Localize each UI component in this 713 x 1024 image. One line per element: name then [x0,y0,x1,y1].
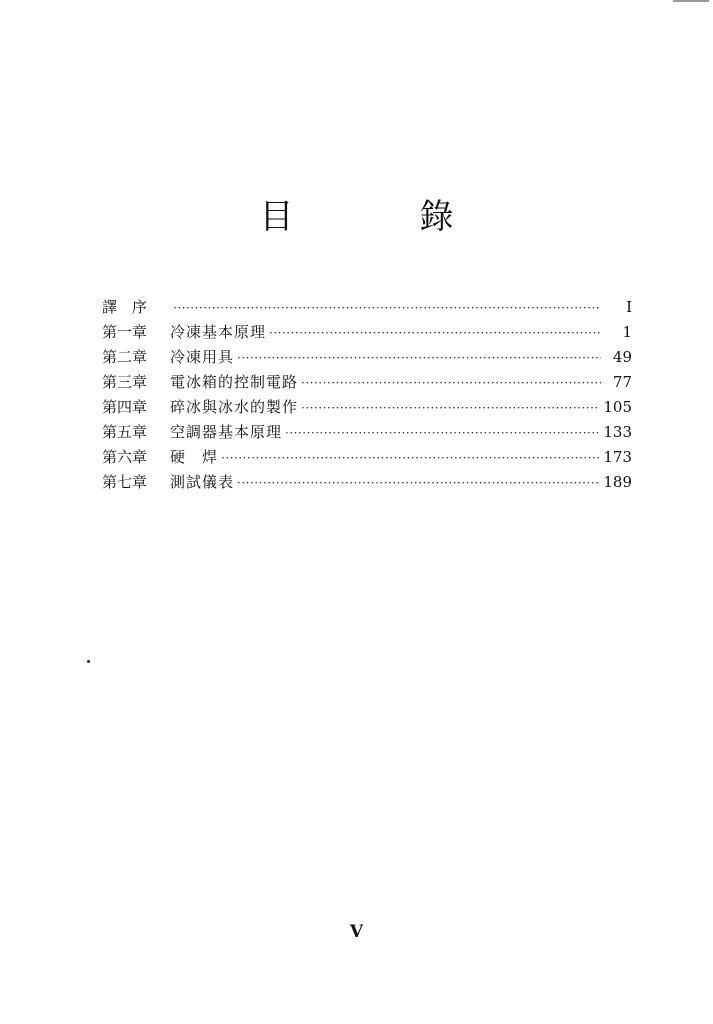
toc-chapter-title: 測試儀表 [170,473,235,491]
toc-row [102,321,632,346]
toc-chapter-label: 第三章 [102,373,148,391]
toc-leader-dots [301,401,600,415]
toc-chapter-label: 譯 序 [102,298,148,316]
table-of-contents [102,296,632,496]
toc-chapter-title: 冷凍用具 [170,348,235,366]
toc-leader-dots [173,301,601,315]
toc-row [102,446,632,471]
page-folio: V [349,922,364,942]
toc-row [102,421,632,446]
toc-page-number: 1 [622,323,632,341]
toc-chapter-title: 硬 焊 [170,448,219,466]
toc-page-number: 77 [612,373,632,391]
toc-page-number: 49 [612,348,632,366]
toc-chapter-title: 空調器基本原理 [170,423,283,441]
toc-chapter-label: 第四章 [102,398,148,416]
toc-chapter-label: 第一章 [102,323,148,341]
toc-chapter-label: 第五章 [102,423,148,441]
toc-chapter-title: 電冰箱的控制電路 [170,373,299,391]
toc-row [102,296,632,321]
toc-page-number: 133 [603,423,632,441]
scan-speck [87,660,90,663]
toc-chapter-title: 冷凍基本原理 [170,323,267,341]
toc-leader-dots [221,451,600,465]
toc-page-number: 105 [603,398,632,416]
toc-chapter-title: 碎冰與冰水的製作 [170,398,299,416]
toc-row [102,346,632,371]
toc-leader-dots [285,426,600,440]
toc-row [102,396,632,421]
toc-chapter-label: 第二章 [102,348,148,366]
toc-page-number: 173 [603,448,632,466]
toc-row [102,471,632,496]
toc-leader-dots [269,326,601,340]
page-title: 目 錄 [259,197,500,237]
toc-page-number: 189 [603,473,632,491]
scan-artifact [673,0,709,2]
toc-leader-dots [301,376,601,390]
toc-chapter-label: 第七章 [102,473,148,491]
toc-chapter-label: 第六章 [102,448,148,466]
toc-leader-dots [237,351,601,365]
toc-leader-dots [237,476,600,490]
toc-row [102,371,632,396]
toc-page-number: I [626,298,632,316]
